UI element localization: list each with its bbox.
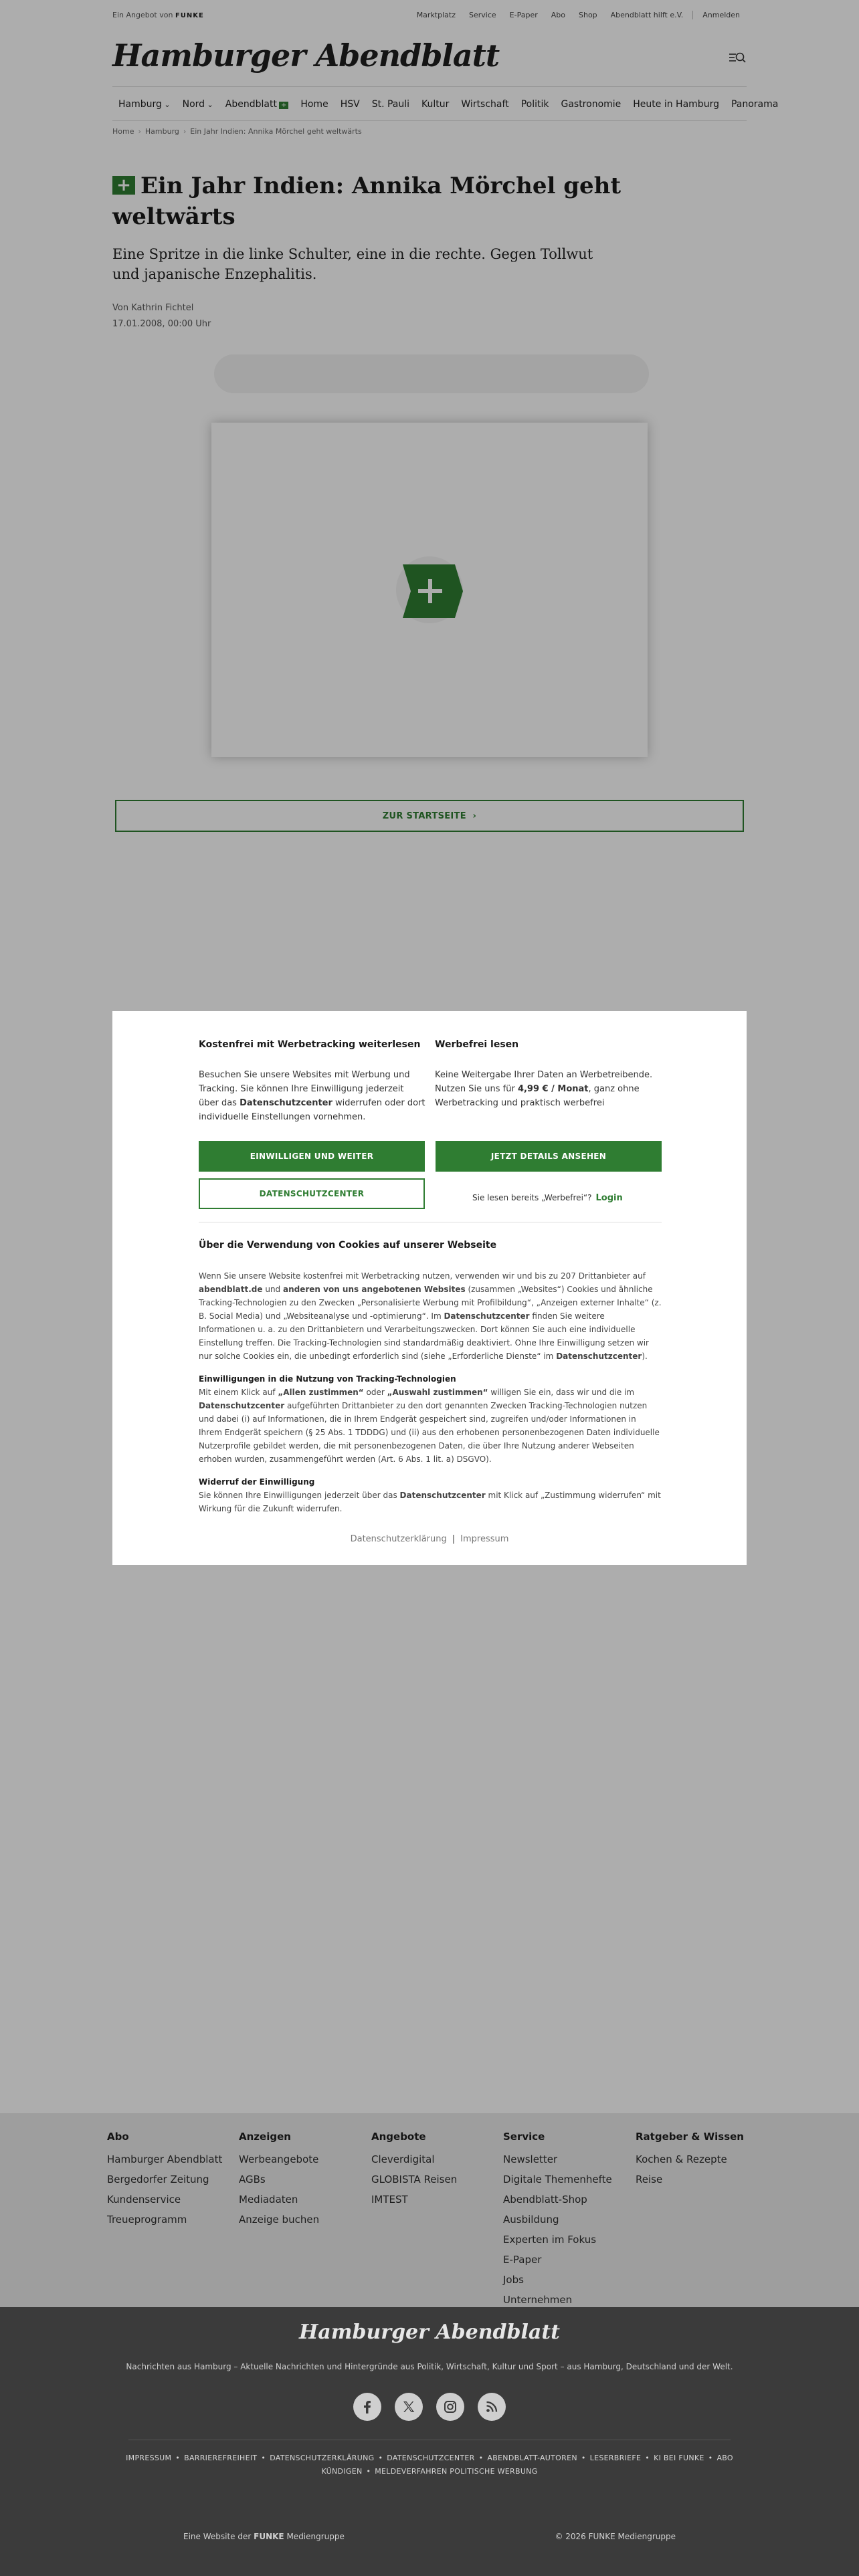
footer-link[interactable]: Experten im Fokus — [503, 2234, 597, 2246]
legal-links: IMPRESSUM • BARRIEREFREIHEIT • DATENSCHUTZERKLÄRUNG • DATENSCHUTZCENTER • ABENDBLATT-AUTOREN • LESERBRIEFE • KI BEI FUNKE • ABO KÜNDIGEN • MELDEVERFAHREN POLITISCHE WERBUNG — [126, 2454, 733, 2476]
login-link[interactable]: Anmelden — [692, 11, 747, 19]
offer-note[interactable]: Ein Angebot von FUNKE — [112, 11, 204, 19]
crumb-home[interactable]: Home — [112, 127, 134, 136]
footer-col-abo: Abo Hamburger Abendblatt Bergedorfer Zeitung Kundenservice Treueprogramm — [107, 2129, 222, 2230]
toplink-abendblatt-hilft[interactable]: Abendblatt hilft e.V. — [610, 11, 684, 19]
legal-link[interactable]: KI BEI FUNKE — [654, 2454, 704, 2462]
toplink-service[interactable]: Service — [469, 11, 496, 19]
footer-logo[interactable]: Hamburger Abendblatt — [298, 2321, 561, 2344]
adfree-option — [435, 1038, 662, 1110]
footer-link[interactable]: E-Paper — [503, 2254, 542, 2266]
footer-link[interactable]: Hamburger Abendblatt — [107, 2153, 223, 2165]
nav-kultur[interactable]: Kultur — [421, 98, 450, 110]
cookie-info-title: Über die Verwendung von Cookies auf unserer Webseite — [199, 1240, 497, 1251]
legal-link[interactable]: BARRIEREFREIHEIT — [184, 2454, 258, 2462]
nav-panorama[interactable]: Panorama — [731, 98, 779, 110]
footer-link[interactable]: Reise — [636, 2173, 663, 2185]
footer-col-anzeigen: Anzeigen Werbeangebote AGBs Mediadaten Anzeige buchen — [239, 2129, 319, 2230]
site-logo[interactable]: Hamburger Abendblatt — [112, 37, 500, 74]
footer-link[interactable]: Cleverdigital — [371, 2153, 435, 2165]
consent-text: Mit einem Klick auf „Allen zustimmen“ oder „Auswahl zustimmen“ willigen Sie ein, dass wir und die im Datenschutzcenter aufgeführten Drittanbieter zu den dort genannten Zwecken Tracking-Technologien nutzen und dabei (i) auf Informationen, die in Ihrem Endgerät gespeichert sind, zugreifen und/oder Informationen in Ihrem Endgerät speichern (§ 25 Abs. 1 TDDDG) und (ii) aus den erhobenen personenbezogenen Daten individuelle Nutzerprofile gebildet werden, die mit personenbezogenen Daten, die über Ihre Nutzung anderer Webseiten erhoben wurden, zusammengeführt werden (Art. 6 Abs. 1 lit. a) DSGVO). — [199, 1388, 660, 1464]
footer-link[interactable]: Kundenservice — [107, 2193, 181, 2206]
footer-link[interactable]: Abendblatt-Shop — [503, 2193, 587, 2206]
toplink-epaper[interactable]: E-Paper — [509, 11, 538, 19]
nav-gastronomie[interactable]: Gastronomie — [561, 98, 622, 110]
x-icon[interactable] — [395, 2393, 423, 2421]
footer-link[interactable]: Anzeige buchen — [239, 2214, 320, 2226]
funke-brand[interactable]: FUNKE — [254, 2532, 284, 2541]
footer-link[interactable]: Werbeangebote — [239, 2153, 319, 2165]
privacy-center-button[interactable]: DATENSCHUTZCENTER — [199, 1178, 425, 1209]
nav-hsv[interactable]: HSV — [340, 98, 360, 110]
subscriber-login-link[interactable]: Login — [595, 1193, 623, 1203]
footer-link[interactable]: GLOBISTA Reisen — [371, 2173, 458, 2185]
cookie-info-text: Wenn Sie unsere Website kostenfrei mit Werbetracking nutzen, verwenden wir und bis zu 207 Drittanbieter auf abendblatt.de und anderen von uns angebotenen Websites (zusammen „Websites“) Cookies und ähnliche Tracking-Technologien zu den Zwecken „Personalisierte Werbung mit Profilbildung“, „Anzeigen externer Inhalte“ (z. B. Social Media) und „Websiteanalyse und -optimierung“. Im Datenschutzcenter finden Sie weitere Informationen u. a. zu den Drittanbietern und Verarbeitungszwecken. Dort können Sie auch eine individuelle Einstellung treffen. Die Tracking-Technologien sind standardmäßig deaktiviert. Ohne Ihre Einwilligung setzen wir nur solche Cookies ein, die unbedingt erforderlich sind (siehe „Erforderliche Dienste“ im Datenschutzcenter). — [199, 1271, 662, 1361]
privacy-policy-link[interactable]: Datenschutzerklärung — [350, 1534, 447, 1544]
legal-link[interactable]: DATENSCHUTZERKLÄRUNG — [270, 2454, 375, 2462]
crumb-hamburg[interactable]: Hamburg — [145, 127, 179, 136]
toplink-marktplatz[interactable]: Marktplatz — [416, 11, 456, 19]
nav-st-pauli[interactable]: St. Pauli — [371, 98, 410, 110]
plus-icon: + — [112, 176, 135, 195]
author: Von Kathrin Fichtel — [112, 303, 194, 313]
details-button[interactable]: JETZT DETAILS ANSEHEN — [436, 1141, 662, 1172]
adfree-option-title: Werbefrei lesen — [435, 1039, 519, 1050]
rss-icon[interactable] — [478, 2393, 506, 2421]
free-option — [199, 1038, 426, 1124]
legal-link[interactable]: DATENSCHUTZCENTER — [387, 2454, 475, 2462]
footer-link[interactable]: Ausbildung — [503, 2214, 559, 2226]
legal-link[interactable]: MELDEVERFAHREN POLITISCHE WERBUNG — [375, 2467, 538, 2476]
footer-sitemap — [0, 2113, 859, 2307]
footer-col-angebote: Angebote Cleverdigital GLOBISTA Reisen IMTEST — [371, 2129, 457, 2210]
footer-col-ratgeber: Ratgeber & Wissen Kochen & Rezepte Reise — [636, 2129, 744, 2189]
article-teaser: Eine Spritze in die linke Schulter, eine in die rechte. Gegen Tollwut und japanische Enzephalitis. — [112, 246, 593, 282]
already-subscribed: Sie lesen bereits „Werbefrei“? Login — [472, 1193, 623, 1203]
footer-link[interactable]: Treueprogramm — [107, 2214, 187, 2226]
adfree-option-text: Keine Weitergabe Ihrer Daten an Werbetreibende. Nutzen Sie uns für 4,99 € / Monat, ganz ohne Werbetracking und praktisch werbefrei — [435, 1070, 653, 1108]
nav-hamburg[interactable]: Hamburg ⌄ — [112, 99, 177, 110]
nav-home[interactable]: Home — [300, 98, 328, 110]
footer-link[interactable]: Newsletter — [503, 2153, 558, 2165]
free-option-text: Besuchen Sie unsere Websites mit Werbung und Tracking. Sie können Ihre Einwilligung jederzeit über das Datenschutzcenter widerrufen oder dort individuelle Einstellungen vornehmen. — [199, 1070, 425, 1122]
toplink-shop[interactable]: Shop — [578, 11, 597, 19]
breadcrumb: Home › Hamburg › Ein Jahr Indien: Annika Mörchel geht weltwärts — [112, 127, 362, 136]
legal-link[interactable]: IMPRESSUM — [126, 2454, 172, 2462]
nav-politik[interactable]: Politik — [520, 98, 549, 110]
footer-link[interactable]: IMTEST — [371, 2193, 408, 2206]
publish-date: 17.01.2008, 00:00 Uhr — [112, 319, 211, 329]
footer-link[interactable]: Jobs — [503, 2274, 524, 2286]
consent-dialog — [112, 1011, 747, 1565]
accept-button[interactable]: EINWILLIGEN UND WEITER — [199, 1141, 425, 1172]
footer-link[interactable]: Mediadaten — [239, 2193, 298, 2206]
nav-nord[interactable]: Nord ⌄ — [177, 99, 219, 110]
footer-tagline: Nachrichten aus Hamburg – Aktuelle Nachrichten und Hintergründe aus Politik, Wirtschaft, Kultur und Sport – aus Hamburg, Deutschland und der Welt. — [126, 2362, 733, 2371]
cookie-info — [199, 1239, 662, 1515]
footer-link[interactable]: Unternehmen — [503, 2294, 573, 2306]
nav-heute-in-hamburg[interactable]: Heute in Hamburg — [633, 98, 719, 110]
group-note: Eine Website der FUNKE Mediengruppe — [183, 2532, 345, 2541]
plus-icon: + — [279, 102, 288, 109]
funke-logo: FUNKE — [175, 12, 204, 19]
footer-col-service: Service Newsletter Digitale Themenhefte Abendblatt-Shop Ausbildung Experten im Fokus E-Paper Jobs Unternehmen — [503, 2129, 612, 2310]
copyright: © 2026 FUNKE Mediengruppe — [555, 2532, 676, 2541]
nav-wirtschaft[interactable]: Wirtschaft — [461, 98, 509, 110]
legal-link[interactable]: ABENDBLATT-AUTOREN — [487, 2454, 577, 2462]
consent-footer: Datenschutzerklärung | Impressum — [350, 1534, 509, 1544]
consent-heading: Einwilligungen in die Nutzung von Tracking-Technologien — [199, 1374, 456, 1384]
imprint-link[interactable]: Impressum — [460, 1534, 509, 1544]
instagram-icon[interactable] — [436, 2393, 464, 2421]
facebook-icon[interactable] — [353, 2393, 381, 2421]
crumb-current: Ein Jahr Indien: Annika Mörchel geht weltwärts — [190, 127, 362, 136]
footer-link[interactable]: Kochen & Rezepte — [636, 2153, 727, 2165]
legal-link[interactable]: ABO KÜNDIGEN — [321, 2454, 733, 2476]
legal-link[interactable]: LESERBRIEFE — [589, 2454, 642, 2462]
social-links — [353, 2393, 506, 2422]
footer-link[interactable]: Digitale Themenhefte — [503, 2173, 612, 2185]
free-option-title: Kostenfrei mit Werbetracking weiterlesen — [199, 1039, 421, 1050]
footer-bottom — [0, 2307, 859, 2576]
revoke-text: Sie können Ihre Einwilligungen jederzeit über das Datenschutzcenter mit Klick auf „Zustimmung widerrufen“ mit Wirkung für die Zukunft widerrufen. — [199, 1491, 661, 1513]
footer-link[interactable]: Bergedorfer Zeitung — [107, 2173, 209, 2185]
page-title: + Ein Jahr Indien: Annika Mörchel geht weltwärts — [112, 173, 622, 230]
nav-abendblatt-plus[interactable]: Abendblatt + — [219, 99, 295, 110]
footer-link[interactable]: AGBs — [239, 2173, 266, 2185]
toplink-abo[interactable]: Abo — [551, 11, 565, 19]
revoke-heading: Widerruf der Einwilligung — [199, 1477, 315, 1487]
back-to-home-button[interactable]: ZUR STARTSEITE › — [115, 800, 744, 832]
